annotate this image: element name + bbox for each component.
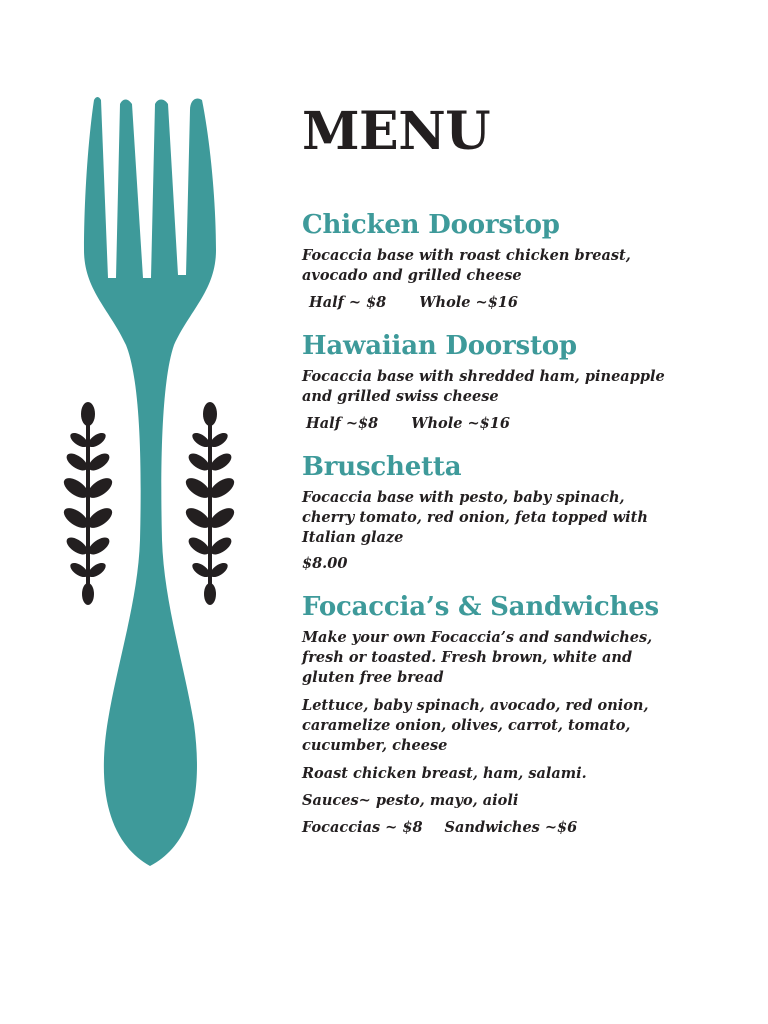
item-description: and grilled swiss cheese	[302, 388, 499, 405]
price-sandwiches: Sandwiches ~$6	[444, 819, 578, 836]
menu-section-hawaiian-doorstop	[302, 329, 742, 434]
meats-description: Roast chicken breast, ham, salami.	[302, 765, 587, 782]
price-line	[302, 414, 742, 434]
price-focaccias: Focaccias ~ $8	[302, 819, 423, 836]
price-whole: Whole ~$16	[419, 294, 518, 311]
price-half: Half ~$8	[306, 415, 379, 432]
price-line	[302, 293, 742, 313]
fillings-description: cucumber, cheese	[302, 737, 448, 754]
menu-section-focaccias-sandwiches	[302, 590, 742, 838]
price-half: Half ~ $8	[309, 294, 387, 311]
fork-illustration	[0, 0, 280, 1024]
leaf-sprig-icon	[61, 402, 116, 605]
menu-section-bruschetta	[302, 450, 742, 574]
item-description: Focaccia base with pesto, baby spinach,	[302, 489, 625, 506]
item-description: avocado and grilled cheese	[302, 267, 522, 284]
sauces-description: Sauces~ pesto, mayo, aioli	[302, 792, 519, 809]
item-description: Focaccia base with roast chicken breast,	[302, 247, 631, 264]
price-whole: Whole ~$16	[411, 415, 510, 432]
item-description: Focaccia base with shredded ham, pineapple	[302, 368, 665, 385]
fillings-description: caramelize onion, olives, carrot, tomato,	[302, 717, 631, 734]
menu-content	[302, 100, 742, 838]
item-description: gluten free bread	[302, 669, 444, 686]
section-title: Hawaiian Doorstop	[302, 331, 577, 361]
item-description: fresh or toasted. Fresh brown, white and	[302, 649, 633, 666]
page-title: MENU	[302, 101, 491, 162]
section-title: Bruschetta	[302, 452, 462, 482]
section-title: Chicken Doorstop	[302, 210, 560, 240]
item-description: cherry tomato, red onion, feta topped with	[302, 509, 648, 526]
item-description: Italian glaze	[302, 529, 404, 546]
price-line	[302, 818, 742, 838]
section-title: Focaccia’s & Sandwiches	[302, 592, 659, 622]
leaf-sprig-icon	[183, 402, 238, 605]
fillings-description: Lettuce, baby spinach, avocado, red onion,	[302, 697, 649, 714]
item-description: Make your own Focaccia’s and sandwiches,	[302, 629, 653, 646]
menu-section-chicken-doorstop	[302, 208, 742, 313]
price-line: $8.00	[302, 555, 348, 572]
